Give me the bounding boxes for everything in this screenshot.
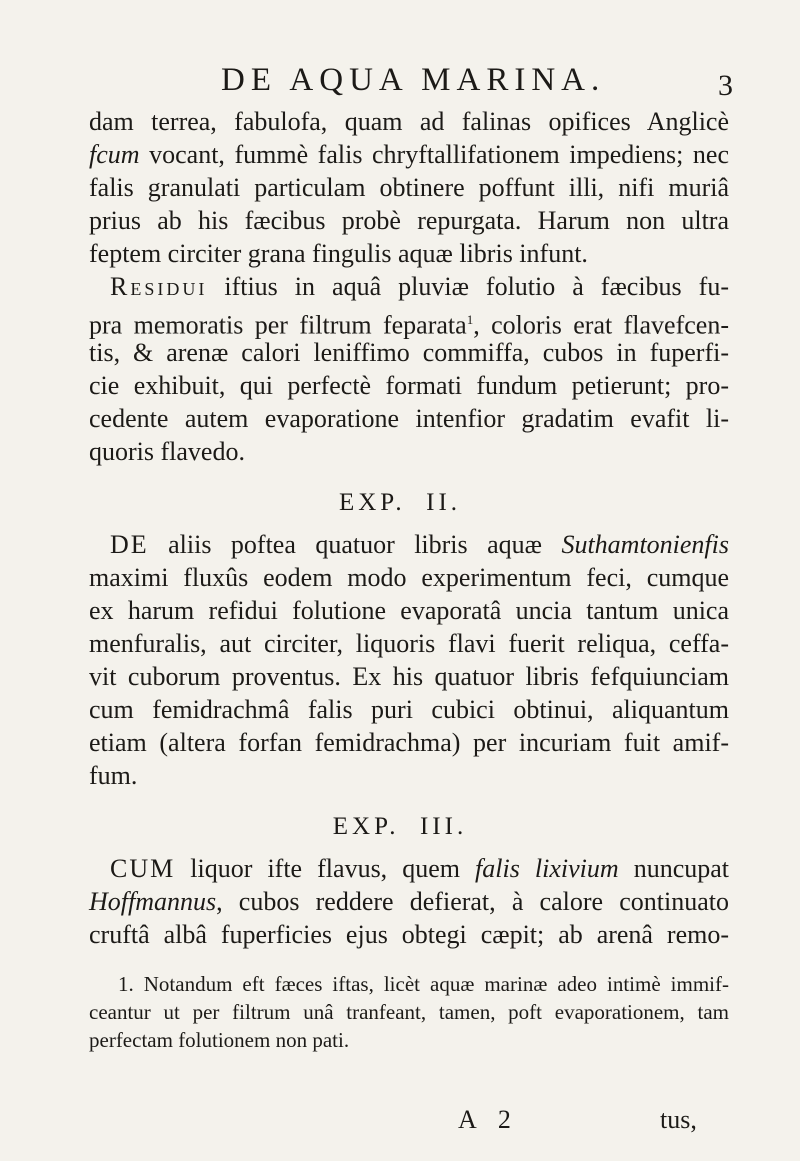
text-line: maximi fluxûs eodem modo experimentum feci, cumque: [89, 563, 729, 592]
footnote-line: perfectam folutionem non pati.: [89, 1028, 350, 1052]
heading-label: EXP.: [332, 813, 400, 840]
text-line: cum femidrachmâ falis puri cubici obtinui, aliquantum: [89, 695, 729, 724]
text-span: liquor ifte flavus, quem: [175, 854, 476, 883]
page-footer: [0, 1102, 800, 1138]
italic-term: Hoffmannus: [89, 887, 217, 916]
text-line: [110, 852, 729, 885]
footnote-line: 1. Notandum eft fæces iftas, licèt aquæ marinæ adeo intimè immif-: [118, 972, 729, 996]
text-line: dam terrea, fabulofa, quam ad falinas opifices Anglicè: [89, 107, 729, 136]
text-span: nuncupat: [618, 854, 729, 883]
lead-word: DE: [110, 530, 149, 559]
text-span: , cubos reddere defierat, à calore continuato: [216, 887, 729, 916]
lead-word: CUM: [110, 854, 176, 883]
signature-mark: A 2: [458, 1105, 519, 1134]
text-line: [89, 138, 729, 171]
section-heading: [0, 810, 800, 843]
heading-number: III.: [419, 813, 468, 840]
text-line: [89, 885, 729, 918]
text-span: aliis poftea quatuor libris aquæ: [148, 530, 562, 559]
text-line: cie exhibuit, qui perfectè formati fundum petierunt; pro-: [89, 371, 729, 400]
running-title: DE AQUA MARINA.: [221, 62, 606, 98]
heading-label: EXP.: [338, 489, 406, 516]
text-line: cedente autem evaporatione intenfior gradatim evafit li-: [89, 404, 729, 433]
italic-term: Suthamtonienfis: [561, 530, 729, 559]
text-line: cruftâ albâ fuperficies ejus obtegi cæpit; ab arenâ remo-: [89, 920, 729, 949]
text-line: [110, 528, 729, 561]
text-span: pra memoratis per filtrum feparata: [89, 310, 467, 340]
text-span: , coloris erat flavefcen-: [473, 310, 729, 340]
text-line: vit cuborum proventus. Ex his quatuor libris fefquiunciam: [89, 662, 729, 691]
text-line: etiam (altera forfan femidrachma) per incuriam fuit amif-: [89, 728, 729, 757]
text-line: [110, 270, 729, 303]
italic-term: fcum: [89, 140, 140, 169]
text-line: prius ab his fæcibus probè repurgata. Harum non ultra: [89, 206, 729, 235]
text-line: fum.: [89, 761, 138, 790]
text-line: quoris flavedo.: [89, 437, 245, 466]
section-heading: [0, 486, 800, 519]
footnote-marker: 1: [466, 312, 474, 327]
text-line: feptem circiter grana fingulis aquæ libris infunt.: [89, 239, 588, 268]
text-span: iftius in aquâ pluviæ folutio à fæcibus fu-: [207, 272, 729, 301]
catchword: tus,: [660, 1105, 697, 1134]
text-line: menfuralis, aut circiter, liquoris flavi fuerit reliqua, ceffa-: [89, 629, 729, 658]
italic-term: falis lixivium: [475, 854, 619, 883]
heading-number: II.: [426, 489, 462, 516]
footnote-line: ceantur ut per filtrum unâ tranfeant, tamen, poft evaporationem, tam: [89, 1000, 729, 1024]
text-line: tis, & arenæ calori leniffimo commiffa, cubos in fuperfi-: [89, 338, 729, 367]
page-number: 3: [718, 69, 733, 102]
text-line: ex harum refidui folutione evaporatâ uncia tantum unica: [89, 596, 729, 625]
text-line: falis granulati particulam obtinere poffunt illi, nifi muriâ: [89, 173, 729, 202]
small-caps-lead: Residui: [110, 272, 208, 301]
text-span: vocant, fummè falis chryftallifationem impediens; nec: [149, 140, 729, 169]
page-header: [0, 60, 800, 100]
